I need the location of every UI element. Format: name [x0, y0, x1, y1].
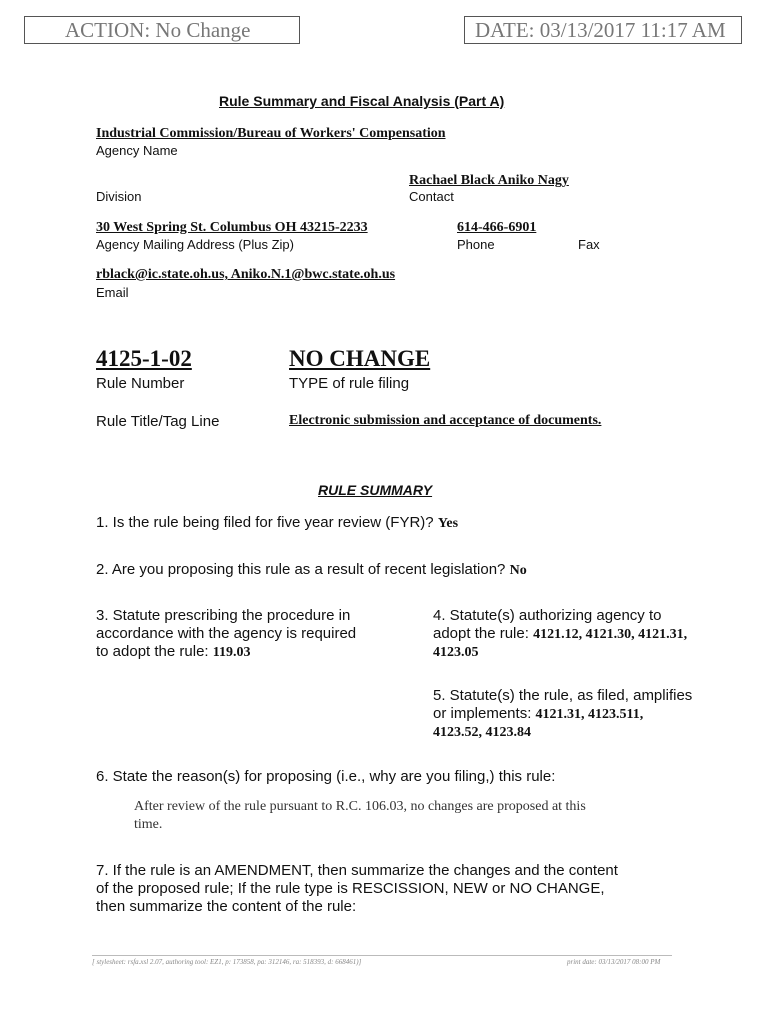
answer-6-line-2: time.	[134, 817, 163, 832]
division-label: Division	[96, 189, 142, 204]
answer-5-line-1: 4121.31, 4123.511,	[535, 707, 644, 722]
question-5	[433, 687, 692, 742]
contact-label: Contact	[409, 189, 454, 204]
rule-number-value: 4125-1-02	[96, 346, 192, 371]
question-1	[96, 514, 458, 533]
action-box	[24, 16, 300, 44]
phone-value: 614-466-6901	[457, 220, 537, 235]
answer-6-line-1: After review of the rule pursuant to R.C. 106.03, no changes are proposed at this	[134, 799, 586, 814]
answer-4-line-1: 4121.12, 4121.30, 4121.31,	[533, 627, 688, 642]
address-value: 30 West Spring St. Columbus OH 43215-2233	[96, 220, 368, 235]
question-5-line-2	[433, 705, 692, 724]
form-title: Rule Summary and Fiscal Analysis (Part A)	[219, 93, 505, 109]
rule-title-label: Rule Title/Tag Line	[96, 413, 220, 430]
question-6: 6. State the reason(s) for proposing (i.e., why are you filing,) this rule:	[96, 768, 556, 785]
rule-number-label: Rule Number	[96, 375, 185, 392]
answer-3: 119.03	[212, 645, 251, 660]
answer-2: No	[509, 563, 527, 578]
agency-name-value: Industrial Commission/Bureau of Workers' Compensation	[96, 126, 446, 141]
question-3-line-2: accordance with the agency is required	[96, 625, 357, 642]
question-7-line-1: 7. If the rule is an AMENDMENT, then summarize the changes and the content	[96, 862, 618, 879]
contact-value: Rachael Black Aniko Nagy	[409, 173, 569, 188]
rule-summary-heading: RULE SUMMARY	[318, 482, 433, 498]
footer-print-date: print date: 03/13/2017 08:00 PM	[567, 958, 661, 966]
question-5-line-2-text: or implements:	[433, 705, 532, 722]
question-4-line-2-text: adopt the rule:	[433, 625, 529, 642]
phone-label: Phone	[457, 237, 495, 252]
question-3-line-3	[96, 643, 356, 662]
footer-stylesheet-info: [ stylesheet: rsfa.xsl 2.07, authoring tool: EZ1, p: 173858, pa: 312146, ra: 518393, d: 668461)]	[92, 958, 362, 966]
date-text: DATE: 03/13/2017 11:17 AM	[475, 18, 726, 42]
fax-label: Fax	[578, 237, 600, 252]
question-7-line-3: then summarize the content of the rule:	[96, 898, 357, 915]
date-box	[464, 16, 742, 44]
agency-name-label: Agency Name	[96, 143, 178, 158]
answer-6	[134, 798, 586, 834]
question-4	[433, 607, 687, 662]
question-2-text: 2. Are you proposing this rule as a result of recent legislation?	[96, 561, 506, 578]
rule-title-value: Electronic submission and acceptance of documents.	[289, 413, 602, 428]
email-label: Email	[96, 285, 129, 300]
question-7-line-2: of the proposed rule; If the rule type is RESCISSION, NEW or NO CHANGE,	[96, 880, 605, 897]
rule-type-value: NO CHANGE	[289, 346, 431, 371]
answer-1: Yes	[437, 516, 459, 531]
question-1-text: 1. Is the rule being filed for five year review (FYR)?	[96, 514, 434, 531]
question-4-line-1: 4. Statute(s) authorizing agency to	[433, 607, 662, 624]
question-7	[96, 862, 618, 916]
footer-divider	[92, 955, 672, 956]
answer-5-line-2: 4123.52, 4123.84	[433, 725, 531, 740]
question-5-line-1: 5. Statute(s) the rule, as filed, amplifies	[433, 687, 693, 704]
question-3-line-3-text: to adopt the rule:	[96, 643, 209, 660]
question-4-line-2	[433, 625, 687, 644]
answer-4-line-2: 4123.05	[433, 645, 479, 660]
rule-type-label: TYPE of rule filing	[289, 375, 410, 392]
question-3	[96, 607, 356, 662]
address-label: Agency Mailing Address (Plus Zip)	[96, 237, 294, 252]
action-text: ACTION: No Change	[65, 18, 251, 42]
question-2	[96, 561, 527, 580]
email-value: rblack@ic.state.oh.us, Aniko.N.1@bwc.state.oh.us	[96, 267, 396, 282]
question-3-line-1: 3. Statute prescribing the procedure in	[96, 607, 351, 624]
